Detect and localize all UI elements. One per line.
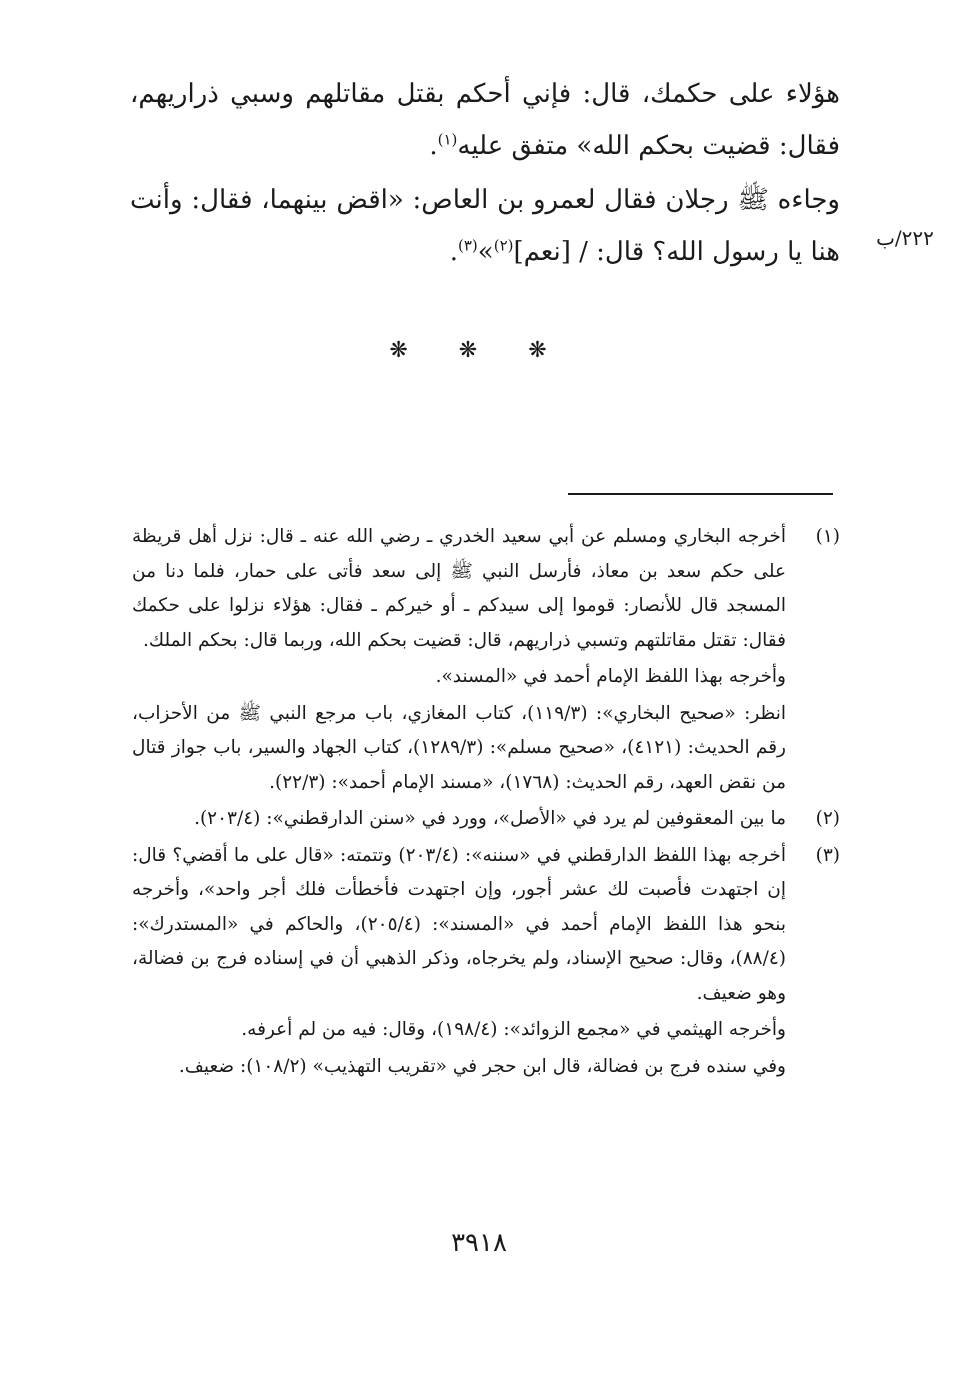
manuscript-folio-note: ٢٢٢/ب <box>876 226 934 250</box>
main-paragraph <box>130 174 840 278</box>
footnote-paragraph: وأخرجه الهيثمي في «مجمع الزوائد»: (١٩٨/٤)، وقال: فيه من لم أعرفه. <box>241 1019 786 1040</box>
footnote-paragraph: أخرجه بهذا اللفظ الدارقطني في «سننه»: (٢٠٣/٤) وتتمته: «قال على ما أقضي؟ قال: إن اجتهدت فأصبت لك عشر أجور، وإن اجتهدت فأخطأت فلك أجر واحد»، وأخرجه بنحو هذا اللفظ الإمام أحمد في «المسند»: (٢٠٥/٤)، والحاكم في «المستدرك»: (٨٨/٤)، وقال: صحيح الإسناد، ولم يخرجاه، وذكر الذهبي أن في إسناده فرج بن فضالة، وهو ضعيف. <box>132 844 786 1004</box>
main-text <box>130 68 840 278</box>
footnote-reference[interactable]: (٣) <box>458 236 478 255</box>
footnote-divider <box>568 493 833 495</box>
main-paragraph-end: . <box>449 237 458 267</box>
footnote-paragraph: وفي سنده فرج بن فضالة، قال ابن حجر في «تقريب التهذيب» (١٠٨/٢): ضعيف. <box>178 1055 786 1077</box>
main-paragraph <box>130 68 840 172</box>
closing-quote: » <box>477 237 494 267</box>
footnote <box>132 520 840 800</box>
footnote-number: (٢) <box>815 808 840 829</box>
main-paragraph-end: . <box>429 131 438 161</box>
footnote-number: (١) <box>815 526 840 547</box>
footnote-paragraph: وأخرجه بهذا اللفظ الإمام أحمد في «المسند». <box>435 666 786 687</box>
main-paragraph-text: وجاءه ﷺ رجلان فقال لعمرو بن العاص: «اقض بينهما، فقال: وأنت هنا يا رسول الله؟ قال: / [نعم] <box>130 185 840 267</box>
footnote-reference[interactable]: (٢) <box>493 236 514 255</box>
footnote <box>132 839 840 1085</box>
footnote-paragraph: أخرجه البخاري ومسلم عن أبي سعيد الخدري ـ رضي الله عنه ـ قال: نزل أهل قريظة على حكم سعد بن معاذ، فأرسل النبي ﷺ إلى سعد فأتى على حمار، فلما دنا من المسجد قال للأنصار: قوموا إلى سيدكم ـ أو خيركم ـ فقال: هؤلاء نزلوا على حكمك فقال: تقتل مقاتلتهم وتسبي ذراريهم، قال: قضيت بحكم الله، وربما قال: بحكم الملك. <box>132 526 786 651</box>
footnote-paragraph: انظر: «صحيح البخاري»: (١١٩/٣)، كتاب المغازي، باب مرجع النبي ﷺ من الأحزاب، رقم الحديث: (٤١٢١)، «صحيح مسلم»: (١٢٨٩/٣)، كتاب الجهاد والسير، باب جواز قتال من نقض العهد، رقم الحديث: (١٧٦٨)، «مسند الإمام أحمد»: (٢٢/٣). <box>132 702 786 793</box>
footnote <box>132 802 840 837</box>
page-number: ٣٩١٨ <box>451 1228 507 1258</box>
main-paragraph-text: هؤلاء على حكمك، قال: فإني أحكم بقتل مقاتلهم وسبي ذراريهم، فقال: قضيت بحكم الله» متفق عليه <box>130 79 840 161</box>
footnotes <box>132 520 840 1084</box>
footnote-number: (٣) <box>815 844 840 866</box>
footnote-paragraph: ما بين المعقوفين لم يرد في «الأصل»، وورد في «سنن الدارقطني»: (٢٠٣/٤). <box>194 808 786 829</box>
footnote-reference[interactable]: (١) <box>437 130 458 149</box>
section-separator: ❋ ❋ ❋ <box>389 338 569 363</box>
